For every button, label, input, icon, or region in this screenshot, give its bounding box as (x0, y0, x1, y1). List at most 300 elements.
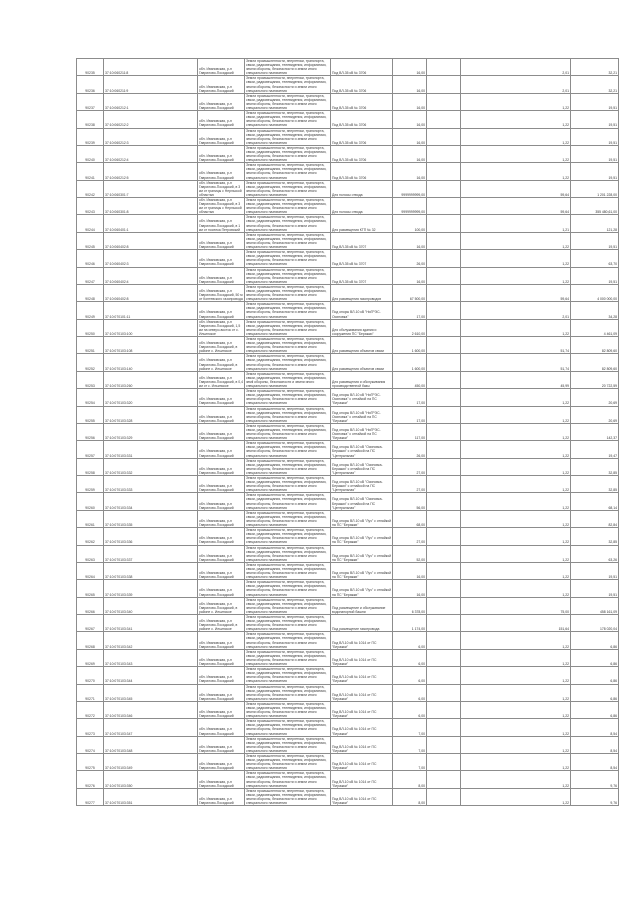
cost-cell (427, 528, 461, 545)
table-row (77, 493, 619, 510)
table-row (77, 267, 619, 284)
cost-cell (427, 250, 461, 267)
tax-cell: 19,51 (571, 562, 619, 579)
area-cell: 16,00 (393, 562, 427, 579)
permitted-use-cell: Для полосы отвода (331, 198, 393, 215)
cadastral-number-cell: 37:10:070103:108 (104, 337, 198, 354)
address-cell: обл. Ивановская, р-н Гаврилово-Посадский (198, 667, 245, 684)
tax-cell: 142,37 (571, 423, 619, 440)
cost-cell (427, 302, 461, 319)
rate-cell: 1,22 (461, 250, 571, 267)
area-cell: 16,00 (393, 163, 427, 180)
area-cell: 68,00 (393, 510, 427, 527)
land-category-cell: Земли промышленности, энергетики, транспорта, связи, радиовещания, телевидения, информатики, земли обороны, безопасности и земли иного специального назначения (245, 580, 331, 597)
cadastral-number-cell: 37:10:070103:349 (104, 754, 198, 771)
permitted-use-cell: Для размещения объектов связи (331, 354, 393, 371)
address-cell: обл. Ивановская, р-н Гаврилово-Посадский (198, 719, 245, 736)
address-cell: обл. Ивановская, р-н Гаврилово-Посадский (198, 267, 245, 284)
address-cell: обл. Ивановская, р-н Гаврилово-Посадский, в 3 км от границы с Нерльской областью (198, 198, 245, 215)
land-category-cell: Земли промышленности, энергетики, транспорта, связи, радиовещания, телевидения, информатики, земли обороны, безопасности и земли иного специального назначения (245, 284, 331, 301)
area-cell: 7,00 (393, 736, 427, 753)
area-cell: 9999999999,00 (393, 198, 427, 215)
row-number-cell: 90273 (77, 719, 104, 736)
rate-cell: 2,01 (461, 76, 571, 93)
cost-cell (427, 180, 461, 197)
land-category-cell: Земли промышленности, энергетики, транспорта, связи, радиовещания, телевидения, информатики, земли обороны, безопасности и земли иного специального назначения (245, 562, 331, 579)
address-cell: обл. Ивановская, р-н Гаврилово-Посадский (198, 684, 245, 701)
permitted-use-cell: Под опоры ВЛ-10 кВ "НиГРЭС-Осиновка" (331, 302, 393, 319)
rate-cell: 1,22 (461, 493, 571, 510)
permitted-use-cell: Под ВЛ-10 кВ № 1014 от ПС "Беражки" (331, 754, 393, 771)
tax-cell: 20,69 (571, 389, 619, 406)
land-category-cell: Земли промышленности, энергетики, транспорта, связи, радиовещания, телевидения, информатики, земли обороны, безопасности и земли иного специального назначения (245, 441, 331, 458)
table-row (77, 528, 619, 545)
permitted-use-cell: Под ВЛ-10 кВ № 1014 от ПС "Беражки" (331, 667, 393, 684)
address-cell: обл. Ивановская, р-н Гаврилово-Посадский, в районе с. Ильинское (198, 354, 245, 371)
cadastral-number-cell: 37:10:070103:328 (104, 406, 198, 423)
area-cell: 27,00 (393, 458, 427, 475)
area-cell: 8,00 (393, 771, 427, 788)
cost-cell (427, 76, 461, 93)
rate-cell: 1,22 (461, 667, 571, 684)
land-category-cell: Земли промышленности, энергетики, транспорта, связи, радиовещания, телевидения, информатики, земли обороны, безопасности и земли иного специального назначения (245, 389, 331, 406)
row-number-cell: 90235 (77, 59, 104, 76)
table-row (77, 580, 619, 597)
cost-cell (427, 215, 461, 232)
tax-cell: 19,51 (571, 232, 619, 249)
rate-cell: 1,22 (461, 580, 571, 597)
cadastral-number-cell: 37:10:070103:350 (104, 771, 198, 788)
rate-cell: 1,22 (461, 476, 571, 493)
rate-cell: 1,21 (461, 215, 571, 232)
table-row (77, 562, 619, 579)
cost-cell (427, 423, 461, 440)
area-cell: 7,00 (393, 719, 427, 736)
row-number-cell: 90256 (77, 423, 104, 440)
table-row (77, 145, 619, 162)
row-number-cell: 90250 (77, 319, 104, 336)
cadastral-number-cell: 37:10:070103:337 (104, 545, 198, 562)
area-cell: 117,00 (393, 423, 427, 440)
cadastral-number-cell: 37:10:070103:341 (104, 615, 198, 632)
table-body (77, 59, 619, 806)
tax-cell: 6,86 (571, 649, 619, 666)
table-row (77, 389, 619, 406)
address-cell: обл. Ивановская, р-н Гаврилово-Посадский (198, 476, 245, 493)
permitted-use-cell: Под размещение и обслуживание водонапорной башни (331, 597, 393, 614)
land-category-cell: Земли промышленности, энергетики, транспорта, связи, радиовещания, телевидения, информатики, земли обороны, безопасности и земли иного специального назначения (245, 267, 331, 284)
permitted-use-cell: Под опоры ВЛ-10 кВ "Луч" с отпайкой на ПС "Беражки" (331, 545, 393, 562)
cost-cell (427, 649, 461, 666)
area-cell: 6,00 (393, 632, 427, 649)
permitted-use-cell: Под ВЛ-35 кВ № 3706 (331, 111, 393, 128)
row-number-cell: 90265 (77, 580, 104, 597)
area-cell: 9999999999,00 (393, 180, 427, 197)
table-row (77, 667, 619, 684)
permitted-use-cell: Под ВЛ-35 кВ № 3706 (331, 128, 393, 145)
permitted-use-cell: Под опоры ВЛ-10 кВ "Осиновка-Беражки" с отпайкой на ПС "Центральная" (331, 476, 393, 493)
area-cell: 100,00 (393, 215, 427, 232)
area-cell: 17,00 (393, 389, 427, 406)
address-cell: обл. Ивановская, р-н Гаврилово-Посадский (198, 93, 245, 110)
table-row (77, 111, 619, 128)
rate-cell: 1,22 (461, 754, 571, 771)
tax-cell: 19,47 (571, 441, 619, 458)
table-row (77, 423, 619, 440)
address-cell: обл. Ивановская, р-н Гаврилово-Посадский, в районе с. Ильинское (198, 337, 245, 354)
permitted-use-cell: Для размещения КТП № 32 (331, 215, 393, 232)
row-number-cell: 90269 (77, 649, 104, 666)
address-cell: обл. Ивановская, р-н Гаврилово-Посадский (198, 76, 245, 93)
cadastral-number-cell: 37:10:070103:344 (104, 667, 198, 684)
tax-cell: 6,86 (571, 701, 619, 718)
rate-cell: 59,64 (461, 180, 571, 197)
land-category-cell: Земли промышленности, энергетики, транспорта, связи, радиовещания, телевидения, информатики, земли обороны, безопасности и земли иного специального назначения (245, 649, 331, 666)
rate-cell: 1,22 (461, 93, 571, 110)
tax-cell: 6,86 (571, 667, 619, 684)
row-number-cell: 90260 (77, 493, 104, 510)
rate-cell: 1,22 (461, 632, 571, 649)
land-category-cell: Земли промышленности, энергетики, транспорта, связи, радиовещания, телевидения, информатики, земли обороны, безопасности и земли иного специального назначения (245, 632, 331, 649)
tax-cell: 68,14 (571, 493, 619, 510)
cost-cell (427, 545, 461, 562)
cost-cell (427, 476, 461, 493)
permitted-use-cell: Под опоры ВЛ-10 кВ "Луч" с отпайкой на ПС "Беражки" (331, 580, 393, 597)
rate-cell: 2,01 (461, 59, 571, 76)
permitted-use-cell: Для полосы отвода (331, 180, 393, 197)
row-number-cell: 90246 (77, 250, 104, 267)
area-cell: 8,00 (393, 788, 427, 805)
rate-cell: 1,22 (461, 771, 571, 788)
address-cell: обл. Ивановская, р-н Гаврилово-Посадский (198, 389, 245, 406)
tax-cell: 6,86 (571, 632, 619, 649)
row-number-cell: 90276 (77, 771, 104, 788)
row-number-cell: 90240 (77, 145, 104, 162)
table-row (77, 232, 619, 249)
cost-cell (427, 597, 461, 614)
table-row (77, 458, 619, 475)
permitted-use-cell: Для обслуживания здания и сооружения ПС "Беражки" (331, 319, 393, 336)
cost-cell (427, 771, 461, 788)
rate-cell: 59,64 (461, 198, 571, 215)
permitted-use-cell: Под опоры ВЛ-10 кВ "Луч" с отпайкой на ПС "Беражки" (331, 528, 393, 545)
cadastral-number-cell: 37:10:070103:339 (104, 580, 198, 597)
table-row (77, 250, 619, 267)
cost-cell (427, 493, 461, 510)
address-cell: обл. Ивановская, р-н Гаврилово-Посадский (198, 406, 245, 423)
land-category-cell: Земли промышленности, энергетики, транспорта, связи, радиовещания, телевидения, информатики, земли обороны, безопасности и земли иного специального назначения (245, 476, 331, 493)
row-number-cell: 90259 (77, 476, 104, 493)
cadastral-number-cell: 37:10:060211:9 (104, 76, 198, 93)
cost-cell (427, 232, 461, 249)
cost-cell (427, 93, 461, 110)
table-row (77, 771, 619, 788)
land-category-cell: Земли промышленности, энергетики, транспорта, связи, радиовещания, телевидения, информатики, земли обороны, безопасности и земли иного специального назначения (245, 667, 331, 684)
cost-cell (427, 615, 461, 632)
rate-cell: 1,22 (461, 788, 571, 805)
land-category-cell: Земли промышленности, энергетики, транспорта, связи, радиовещания, телевидения, информатики, земли обороны, безопасности и земли иного специального назначения (245, 111, 331, 128)
rate-cell: 1,22 (461, 267, 571, 284)
land-category-cell: Земли промышленности, энергетики, транспорта, связи, радиовещания, телевидения, информатики, земли обороны, безопасности и земли иного специального назначения (245, 354, 331, 371)
cadastral-number-cell: 37:10:060402:3 (104, 250, 198, 267)
land-category-cell: Земли промышленности, энергетики, транспорта, связи, радиовещания, телевидения, информатики, земли обороны, безопасности и земли иного специального назначения (245, 250, 331, 267)
rate-cell: 1,22 (461, 128, 571, 145)
row-number-cell: 90254 (77, 389, 104, 406)
address-cell: обл. Ивановская, р-н Гаврилово-Посадский, в 1 км от поселка Петровский (198, 215, 245, 232)
tax-cell: 32,21 (571, 59, 619, 76)
land-category-cell: Земли промышленности, энергетики, транспорта, связи, радиовещания, телевидения, информатики, земли обороны, безопасности и земли иного специального назначения (245, 615, 331, 632)
permitted-use-cell: Для размещения объектов связи (331, 337, 393, 354)
area-cell: 16,00 (393, 580, 427, 597)
area-cell: 16,00 (393, 267, 427, 284)
rate-cell: 75,00 (461, 597, 571, 614)
tax-cell: 19,51 (571, 145, 619, 162)
address-cell: обл. Ивановская, р-н Гаврилово-Посадский (198, 701, 245, 718)
cadastral-number-cell: 37:10:070103:335 (104, 510, 198, 527)
tax-cell: 19,51 (571, 111, 619, 128)
permitted-use-cell: Под ВЛ-35 кВ № 3706 (331, 93, 393, 110)
row-number-cell: 90239 (77, 128, 104, 145)
table-row (77, 788, 619, 805)
permitted-use-cell: Под ВЛ-35 кВ № 3706 (331, 59, 393, 76)
rate-cell: 51,74 (461, 354, 571, 371)
cost-cell (427, 128, 461, 145)
address-cell: обл. Ивановская, р-н Гаврилово-Посадский, в 3 км от границы с Нерльской областью (198, 180, 245, 197)
permitted-use-cell: Под опоры ВЛ-10 кВ "НиГРЭС-Осиновка" с отпайкой на ПС "Беражки" (331, 423, 393, 440)
address-cell: обл. Ивановская, р-н Гаврилово-Посадский (198, 736, 245, 753)
cadastral-number-cell: 37:10:060402:8 (104, 232, 198, 249)
address-cell: обл. Ивановская, р-н Гаврилово-Посадский (198, 232, 245, 249)
document-sheet (76, 58, 618, 806)
row-number-cell: 90257 (77, 441, 104, 458)
row-number-cell: 90245 (77, 232, 104, 249)
row-number-cell: 90271 (77, 684, 104, 701)
land-category-cell: Земли промышленности, энергетики, транспорта, связи, радиовещания, телевидения, информатики, земли обороны, безопасности и земли иного специального назначения (245, 528, 331, 545)
cost-cell (427, 701, 461, 718)
table-row (77, 632, 619, 649)
land-category-cell: Земли промышленности, энергетики, транспорта, связи, радиовещания, телевидения, информатики, земли обороны, безопасности и земли иного специального назначения (245, 493, 331, 510)
tax-cell: 458 161,09 (571, 597, 619, 614)
address-cell: обл. Ивановская, р-н Гаврилово-Посадский, 50 м от Коптевского газопровода (198, 284, 245, 301)
land-category-cell: Земли промышленности, энергетики, транспорта, связи, радиовещания, телевидения, информатики, земli обороны, безопасности и земли иного специального назначения (245, 371, 331, 388)
cadastral-number-cell: 37:10:070103:342 (104, 632, 198, 649)
row-number-cell: 90255 (77, 406, 104, 423)
land-category-cell: Земли промышленности, энергетики, транспорта, связи, радиовещания, телевидения, информатики, земли обороны, безопасности и земли иного специального назначения (245, 232, 331, 249)
permitted-use-cell: Под размещение газопровода (331, 615, 393, 632)
table-row (77, 180, 619, 197)
rate-cell: 1,22 (461, 145, 571, 162)
cost-cell (427, 354, 461, 371)
table-row (77, 615, 619, 632)
row-number-cell: 90270 (77, 667, 104, 684)
address-cell: обл. Ивановская, р-н Гаврилово-Посадский (198, 649, 245, 666)
cost-cell (427, 406, 461, 423)
rate-cell: 2,01 (461, 302, 571, 319)
area-cell: 450,00 (393, 371, 427, 388)
cost-cell (427, 754, 461, 771)
row-number-cell: 90243 (77, 198, 104, 215)
cost-cell (427, 788, 461, 805)
cadastral-number-cell: 37:10:060212:4 (104, 145, 198, 162)
cadastral-number-cell: 37:10:070103:343 (104, 649, 198, 666)
tax-cell: 19,51 (571, 128, 619, 145)
address-cell: обл. Ивановская, р-н Гаврилово-Посадский, в районе с. Ильинское (198, 615, 245, 632)
address-cell: обл. Ивановская, р-н Гаврилово-Посадский (198, 145, 245, 162)
rate-cell: 1,22 (461, 423, 571, 440)
permitted-use-cell: Под ВЛ-10 кВ № 1014 от ПС "Беражки" (331, 719, 393, 736)
row-number-cell: 90237 (77, 93, 104, 110)
permitted-use-cell: Под ВЛ-10 кВ № 1014 от ПС "Беражки" (331, 788, 393, 805)
table-row (77, 371, 619, 388)
cost-cell (427, 632, 461, 649)
cadastral-number-cell: 37:10:070103:332 (104, 458, 198, 475)
rate-cell: 1,22 (461, 649, 571, 666)
cadastral-number-cell: 37:10:070103:340 (104, 597, 198, 614)
row-number-cell: 90238 (77, 111, 104, 128)
land-category-cell: Земли промышленности, энергетики, транспорта, связи, радиовещания, телевидения, информатики, земли обороны, безопасности и земли иного специального назначения (245, 510, 331, 527)
land-category-cell: Земли промышленности, энергетики, транспорта, связи, радиовещания, телевидения, информатики, земли обороны, безопасности и земли иного специального назначения (245, 180, 331, 197)
cost-cell (427, 719, 461, 736)
cadastral-number-cell: 37:10:070103:351 (104, 788, 198, 805)
land-category-cell: Земли промышленности, энергетики, транспорта, связи, радиовещания, телевидения, информатики, земли обороны, безопасности и земли иного специального назначения (245, 771, 331, 788)
tax-cell: 8,54 (571, 754, 619, 771)
table-row (77, 163, 619, 180)
cost-cell (427, 319, 461, 336)
permitted-use-cell: Под опоры ВЛ-10 кВ "НиГРЭС-Осиновка" с отпайкой на ПС "Беражки" (331, 406, 393, 423)
cost-cell (427, 458, 461, 475)
land-category-cell: Земли промышленности, энергетики, транспорта, связи, радиовещания, телевидения, информатики, земли обороны, безопасности и земли иного специального назначения (245, 406, 331, 423)
tax-cell: 9,76 (571, 788, 619, 805)
table-row (77, 510, 619, 527)
land-category-cell: Земли промышленности, энергетики, транспорта, связи, радиовещания, телевидения, информатики, земли обороны, безопасности и земли иного специального назначения (245, 719, 331, 736)
table-row (77, 406, 619, 423)
tax-cell: 8,54 (571, 736, 619, 753)
rate-cell: 1,22 (461, 232, 571, 249)
tax-cell: 9,76 (571, 771, 619, 788)
tax-cell: 20 722,59 (571, 371, 619, 388)
land-category-cell: Земли промышленности, энергетики, транспорта, связи, радиовещания, телевидения, информатики, земли обороны, безопасности и земли иного специального назначения (245, 684, 331, 701)
area-cell: 2 610,00 (393, 319, 427, 336)
area-cell: 16,00 (393, 93, 427, 110)
row-number-cell: 90261 (77, 510, 104, 527)
row-number-cell: 90272 (77, 701, 104, 718)
tax-cell: 19,51 (571, 163, 619, 180)
table-row (77, 441, 619, 458)
address-cell: обл. Ивановская, р-н Гаврилово-Посадский (198, 302, 245, 319)
permitted-use-cell: Под ВЛ-10 кВ № 1014 от ПС "Беражки" (331, 701, 393, 718)
cadastral-number-cell: 37:10:070103:331 (104, 441, 198, 458)
rate-cell: 1,22 (461, 510, 571, 527)
table-row (77, 754, 619, 771)
permitted-use-cell: Под ВЛ-10 кВ № 1014 от ПС "Беражки" (331, 632, 393, 649)
permitted-use-cell: Под ВЛ-35 кВ № 3706 (331, 163, 393, 180)
row-number-cell: 90274 (77, 736, 104, 753)
address-cell: обл. Ивановская, р-н Гаврилово-Посадский (198, 632, 245, 649)
tax-cell: 121,28 (571, 215, 619, 232)
area-cell: 16,00 (393, 145, 427, 162)
cost-cell (427, 562, 461, 579)
cost-cell (427, 510, 461, 527)
area-cell: 1 600,00 (393, 354, 427, 371)
rate-cell: 1,22 (461, 319, 571, 336)
cadastral-number-cell: 37:10:060212:5 (104, 163, 198, 180)
tax-cell: 32,85 (571, 528, 619, 545)
permitted-use-cell: Под ВЛ-10 кВ № 1014 от ПС "Беражки" (331, 649, 393, 666)
area-cell: 27,00 (393, 528, 427, 545)
area-cell: 16,00 (393, 59, 427, 76)
rate-cell: 1,22 (461, 719, 571, 736)
tax-cell: 6,86 (571, 684, 619, 701)
permitted-use-cell: Для размещения газопроводов (331, 284, 393, 301)
row-number-cell: 90262 (77, 528, 104, 545)
table-row (77, 649, 619, 666)
cost-cell (427, 198, 461, 215)
rate-cell: 1,22 (461, 163, 571, 180)
cadastral-number-cell: 37:10:060401:1 (104, 215, 198, 232)
address-cell: обл. Ивановская, р-н Гаврилово-Посадский (198, 128, 245, 145)
area-cell: 6,00 (393, 649, 427, 666)
rate-cell: 1,22 (461, 406, 571, 423)
area-cell: 67 500,00 (393, 284, 427, 301)
tax-cell: 34,28 (571, 302, 619, 319)
address-cell: обл. Ивановская, р-н Гаврилово-Посадский (198, 423, 245, 440)
area-cell: 17,00 (393, 406, 427, 423)
area-cell: 16,00 (393, 232, 427, 249)
address-cell: обл. Ивановская, р-н Гаврилово-Посадский (198, 111, 245, 128)
address-cell: обл. Ивановская, р-н Гаврилово-Посадский, в 0,4 км от с. Ильинское (198, 371, 245, 388)
row-number-cell: 90277 (77, 788, 104, 805)
cost-cell (427, 371, 461, 388)
cost-cell (427, 111, 461, 128)
permitted-use-cell: Под ВЛ-10 кВ № 1014 от ПС "Беражки" (331, 771, 393, 788)
cost-cell (427, 441, 461, 458)
land-category-cell: Земли промышленности, энергетики, транспорта, связи, радиовещания, телевидения, информатики, земли обороны, безопасности и земли иного специального назначения (245, 337, 331, 354)
cost-cell (427, 59, 461, 76)
tax-cell: 1 201 228,00 (571, 180, 619, 197)
cadastral-number-cell: 37:10:070103:348 (104, 736, 198, 753)
rate-cell: 1,22 (461, 111, 571, 128)
area-cell: 6 378,00 (393, 597, 427, 614)
rate-cell: 1,22 (461, 701, 571, 718)
permitted-use-cell: Под ВЛ-35 кВ № 3706 (331, 76, 393, 93)
rate-cell: 1,22 (461, 441, 571, 458)
cost-cell (427, 163, 461, 180)
rate-cell: 1,22 (461, 389, 571, 406)
area-cell: 56,00 (393, 493, 427, 510)
cadastral-number-cell: 37:10:070103:320 (104, 389, 198, 406)
tax-cell: 32,85 (571, 476, 619, 493)
table-row (77, 319, 619, 336)
area-cell: 52,00 (393, 545, 427, 562)
row-number-cell: 90266 (77, 597, 104, 614)
rate-cell: 1,22 (461, 684, 571, 701)
tax-cell: 8,54 (571, 719, 619, 736)
address-cell: обл. Ивановская, р-н Гаврилово-Посадский (198, 458, 245, 475)
cost-cell (427, 389, 461, 406)
address-cell: обл. Ивановская, р-н Гаврилово-Посадский (198, 163, 245, 180)
land-category-cell: Земли промышленности, энергетики, транспорта, связи, радиовещания, телевидения, информатики, земли обороны, безопасности и земли иного специального назначения (245, 754, 331, 771)
area-cell: 26,00 (393, 250, 427, 267)
cost-cell (427, 284, 461, 301)
permitted-use-cell: Под ВЛ-35 кВ № 3707 (331, 267, 393, 284)
land-category-cell: Земли промышленности, энергетики, транспорта, связи, радиовещания, телевидения, информатики, земли обороны, безопасности и земли иного специального назначения (245, 788, 331, 805)
cadastral-number-cell: 37:10:060301:8 (104, 198, 198, 215)
land-category-cell: Земли промышленности, энергетики, транспорта, связи, радиовещания, телевидения, информатики, земли обороны, безопасности и земли иного специального назначения (245, 423, 331, 440)
cadastral-number-cell: 37:10:070103:347 (104, 719, 198, 736)
rate-cell: 45,99 (461, 371, 571, 388)
address-cell: обл. Ивановская, р-н Гаврилово-Посадский (198, 545, 245, 562)
tax-cell: 4 000 000,00 (571, 284, 619, 301)
